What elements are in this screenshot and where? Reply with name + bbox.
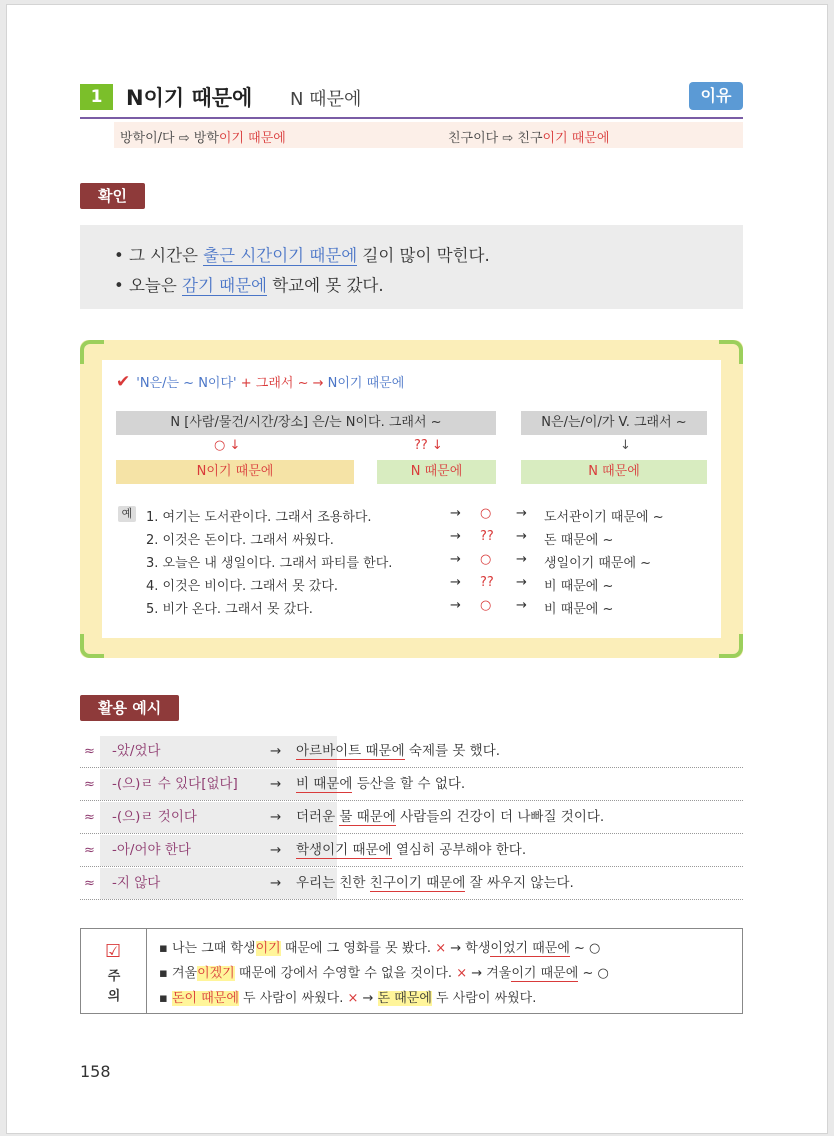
formation-example-1: 방학이/다 ⇨ 방학이기 때문에 bbox=[120, 131, 286, 146]
caution-label-cell bbox=[81, 929, 147, 1013]
caution-label: 주 의 bbox=[107, 969, 121, 1004]
lesson-subtitle: N 때문에 bbox=[290, 89, 362, 110]
result-ttaemune-2: N 때문에 bbox=[521, 460, 707, 484]
category-badge: 이유 bbox=[689, 82, 743, 110]
example-row: 1. 여기는 도서관이다. 그래서 조용하다. → ○ → 도서관이기 때문에 ~ bbox=[146, 506, 664, 525]
rule-line: ✔ 'N은/는 ~ N이다' + 그래서 ~ → N이기 때문에 bbox=[116, 372, 405, 392]
example-row: 4. 이것은 비이다. 그래서 못 갔다. → ?? → 비 때문에 ~ bbox=[146, 575, 614, 594]
wave-icon: ≈ bbox=[84, 843, 95, 858]
lesson-header bbox=[80, 80, 743, 116]
frame-corner bbox=[719, 634, 743, 658]
mark-arrow: ↓ bbox=[620, 438, 631, 453]
example-marker: 예 bbox=[118, 506, 136, 522]
example-row: 2. 이것은 돈이다. 그래서 싸웠다. → ?? → 돈 때문에 ~ bbox=[146, 529, 614, 548]
pattern-bar-verb: N은/는/이/가 V. 그래서 ~ bbox=[521, 411, 707, 435]
caution-box bbox=[80, 928, 743, 1014]
usage-row: -아/어야 한다 ≈ → 학생이기 때문에 열심히 공부해야 한다. bbox=[80, 835, 743, 867]
page-number: 158 bbox=[80, 1062, 111, 1081]
caution-row: ▪ 나는 그때 학생이기 때문에 그 영화를 못 봤다. × → 학생이었기 때문에 ~ ○ bbox=[159, 941, 601, 956]
usage-row: -지 않다 ≈ → 우리는 친한 친구이기 때문에 잘 싸우지 않는다. bbox=[80, 868, 743, 900]
header-divider bbox=[80, 117, 743, 119]
confirm-box bbox=[80, 225, 743, 309]
confirm-sentence-2: • 오늘은 감기 때문에 학교에 못 갔다. bbox=[114, 276, 384, 295]
frame-corner bbox=[80, 340, 104, 364]
frame-corner bbox=[80, 634, 104, 658]
lesson-number: 1 bbox=[80, 84, 113, 110]
pattern-bar-noun: N [사람/물건/시간/장소] 은/는 N이다. 그래서 ~ bbox=[116, 411, 496, 435]
checkbox-icon: ☑ bbox=[105, 941, 122, 962]
formation-examples bbox=[114, 122, 743, 148]
wave-icon: ≈ bbox=[84, 876, 95, 891]
frame-corner bbox=[719, 340, 743, 364]
usage-row: -았/었다 ≈ → 아르바이트 때문에 숙제를 못 했다. bbox=[80, 736, 743, 768]
example-row: 5. 비가 온다. 그래서 못 갔다. → ○ → 비 때문에 ~ bbox=[146, 598, 614, 617]
caution-row: ▪ 겨울이겠기 때문에 강에서 수영할 수 없을 것이다. × → 겨울이기 때문에 ~ ○ bbox=[159, 966, 609, 981]
usage-row: -(으)ㄹ 수 있다[없다] ≈ → 비 때문에 등산을 할 수 없다. bbox=[80, 769, 743, 801]
mark-question: ?? ↓ bbox=[414, 438, 443, 453]
mark-ok: ○ ↓ bbox=[214, 438, 241, 453]
result-ttaemune-1: N 때문에 bbox=[377, 460, 496, 484]
result-itgi-ttaemune: N이기 때문에 bbox=[116, 460, 354, 484]
lesson-title: N이기 때문에 bbox=[126, 86, 253, 110]
check-icon: ✔ bbox=[116, 372, 131, 392]
usage-label: 활용 예시 bbox=[80, 695, 179, 721]
confirm-sentence-1: • 그 시간은 출근 시간이기 때문에 길이 많이 막힌다. bbox=[114, 246, 490, 265]
example-row: 3. 오늘은 내 생일이다. 그래서 파티를 한다. → ○ → 생일이기 때문에 ~ bbox=[146, 552, 652, 571]
wave-icon: ≈ bbox=[84, 777, 95, 792]
confirm-label: 확인 bbox=[80, 183, 145, 209]
wave-icon: ≈ bbox=[84, 744, 95, 759]
wave-icon: ≈ bbox=[84, 810, 95, 825]
formation-example-2: 친구이다 ⇨ 친구이기 때문에 bbox=[448, 131, 610, 146]
usage-row: -(으)ㄹ 것이다 ≈ → 더러운 물 때문에 사람들의 건강이 더 나빠질 것이다. bbox=[80, 802, 743, 834]
caution-row: ▪ 돈이 때문에 두 사람이 싸웠다. × → 돈 때문에 두 사람이 싸웠다. bbox=[159, 991, 537, 1006]
